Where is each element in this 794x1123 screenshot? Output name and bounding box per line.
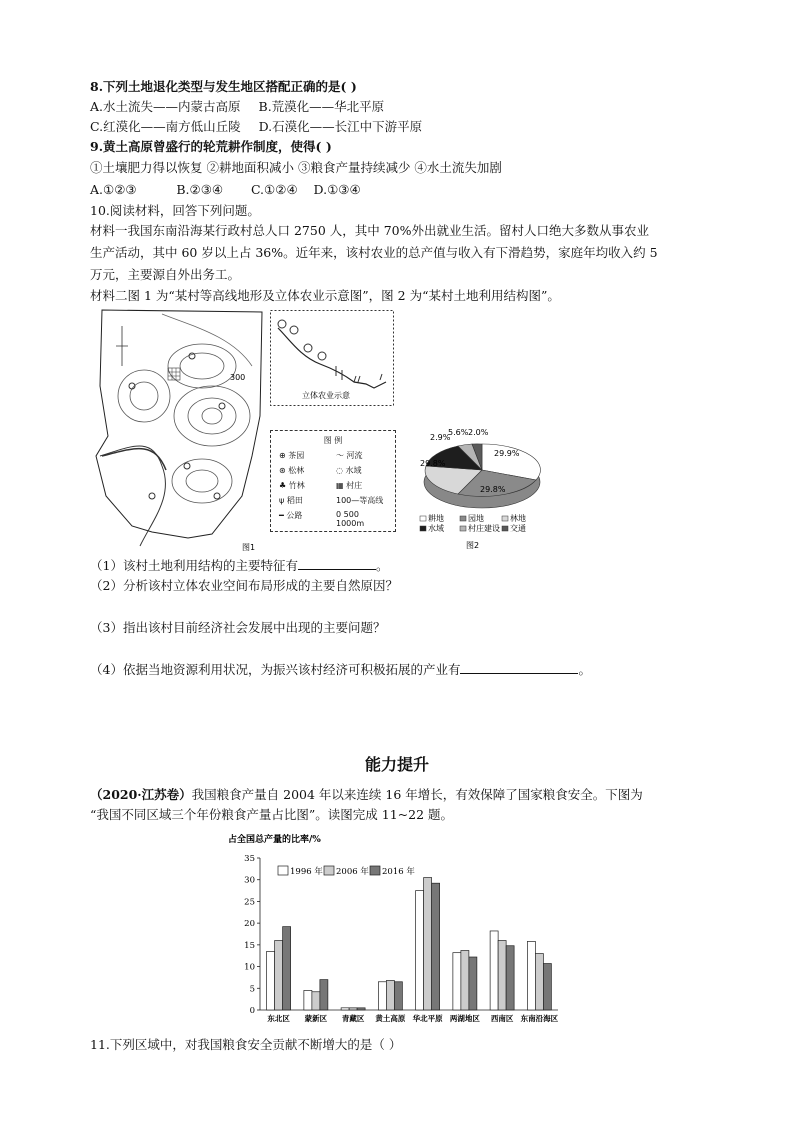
road-icon: ━ (279, 511, 287, 520)
q8-options-ab (90, 98, 384, 116)
legend-label: 2006 年 (336, 867, 369, 877)
x-tick-label: 东北区 (267, 1014, 290, 1023)
legend-road: ━ 公路 (279, 511, 303, 520)
river-icon: 〜 (336, 451, 347, 460)
figure1-inset-terraced-agriculture (270, 310, 394, 406)
bar (543, 964, 551, 1010)
x-tick-label: 西南区 (490, 1014, 514, 1023)
q9-stem: 9.黄土高原曾盛行的轮荒耕作制度，使得( ) (90, 139, 332, 154)
paddy-icon: ψ (279, 496, 287, 505)
legend-pine-forest: ⊛ 松林 (279, 466, 305, 475)
y-tick-label: 35 (244, 854, 255, 864)
bar (304, 990, 312, 1010)
q10-material1-line1: 材料一我国东南沿海某行政村总人口 2750 人，其中 70%外出就业生活。留村人口绝大多数从事农业 (90, 223, 650, 238)
q8-option-a: A.水土流失——内蒙古高原 (90, 99, 241, 114)
q8-option-b: B.荒漠化——华北平原 (258, 99, 385, 114)
bar (461, 951, 469, 1010)
q8-option-c: C.红漠化——南方低山丘陵 (90, 119, 241, 134)
pie-legend-2: 林地 (510, 514, 526, 523)
q8-stem: 8.下列土地退化类型与发生地区搭配正确的是( ) (90, 79, 357, 94)
bar (283, 927, 291, 1010)
bar (275, 941, 283, 1010)
y-tick-label: 10 (244, 962, 255, 973)
pie-legend-0: 耕地 (428, 514, 444, 523)
scale-bar: 0 500 1000m (336, 510, 365, 528)
bar (498, 941, 506, 1010)
x-tick-label: 黄土高原 (375, 1014, 406, 1023)
pie-label-2: 29.8% (420, 459, 446, 468)
legend-title: 图 例 (323, 436, 343, 445)
bar (424, 878, 432, 1010)
legend-tea-garden: ⊕ 茶园 (279, 451, 305, 460)
y-tick-label: 15 (244, 940, 255, 951)
grain-share-bar-chart (228, 830, 568, 1030)
q10-stem: 10.阅读材料，回答下列问题。 (90, 203, 260, 218)
bar (357, 1008, 365, 1010)
bar (527, 941, 535, 1010)
q10-sub2: （2）分析该村立体农业空间布局形成的主要自然原因？ (90, 578, 398, 593)
bar (490, 931, 498, 1010)
legend-contour: 100—等高线 (336, 496, 384, 505)
y-tick-label: 0 (249, 1006, 255, 1016)
legend-bamboo: ♣ 竹林 (279, 481, 305, 490)
village-icon: ▦ (336, 481, 347, 490)
intro-line2: “我国不同区域三个年份粮食产量占比图”。读图完成 11~22 题。 (90, 807, 454, 822)
figure1-contour-map (92, 306, 264, 554)
bar (469, 957, 477, 1010)
figure2-landuse-pie (418, 426, 548, 554)
legend-swatch (324, 866, 334, 875)
legend-river: 〜 河流 (336, 451, 363, 460)
bar (535, 954, 543, 1010)
pie-label-4: 5.6% (448, 428, 469, 437)
figure1-caption: 图1 (242, 543, 256, 552)
q10-material1-line2: 生产活动，其中 60 岁以上占 36%。近年来，该村农业的总产值与收入有下滑趋势，家庭年均收入约 5 (90, 245, 658, 260)
q8-option-d: D.石漠化——长江中下游平原 (258, 119, 423, 134)
inset-caption: 立体农业示意 (302, 391, 350, 400)
answer-blank-4[interactable] (460, 661, 578, 674)
pie-legend-4: 村庄建设 (468, 524, 500, 533)
pie-legend-3: 水域 (428, 524, 444, 533)
water-icon: ◌ (336, 466, 346, 475)
pie-legend-1: 园地 (468, 514, 484, 523)
x-tick-label: 华北平原 (412, 1014, 443, 1023)
bar (394, 982, 402, 1010)
legend-swatch (370, 866, 380, 875)
x-tick-label: 东南沿海区 (520, 1014, 559, 1023)
intro-line1: （2020·江苏卷）我国粮食产量自 2004 年以来连续 16 年增长，有效保障了国家粮食安全。下图为 (90, 787, 643, 802)
legend-label: 2016 年 (382, 867, 415, 877)
q9-statements: ①土壤肥力得以恢复 ②耕地面积减小 ③粮食产量持续减少 ④水土流失加剧 (90, 160, 502, 175)
bar (453, 953, 461, 1010)
bar (267, 951, 275, 1010)
bar (416, 891, 424, 1010)
q10-material2: 材料二图 1 为“某村等高线地形及立体农业示意图”，图 2 为“某村土地利用结构图”。 (90, 288, 560, 303)
y-tick-label: 25 (244, 897, 255, 908)
section-title: 能力提升 (364, 755, 429, 774)
bar (312, 992, 320, 1010)
y-tick-label: 30 (244, 875, 255, 886)
figure2-caption: 图2 (466, 541, 480, 550)
legend-village: ▦ 村庄 (336, 481, 363, 490)
q10-sub4: （4）依据当地资源利用状况，为振兴该村经济可积极拓展的产业有 。 (90, 662, 591, 677)
answer-blank-1[interactable] (298, 557, 376, 570)
y-axis-title: 占全国总产量的比率/% (228, 835, 321, 845)
pie-label-0: 29.9% (494, 449, 520, 458)
legend-label: 1996 年 (290, 867, 323, 877)
pine-icon: ⊛ (279, 466, 289, 475)
bar (386, 980, 394, 1010)
legend-paddy: ψ 稻田 (279, 496, 303, 505)
q9-choices: A.①②③ B.②③④ C.①②④ D.①③④ (90, 182, 361, 197)
figure1-legend (270, 430, 396, 532)
bar (378, 982, 386, 1010)
q11-stem: 11.下列区域中，对我国粮食安全贡献不断增大的是（ ） (90, 1037, 402, 1052)
bar (506, 946, 514, 1010)
x-tick-label: 青藏区 (341, 1014, 365, 1023)
q10-sub3: （3）指出该村目前经济社会发展中出现的主要问题？ (90, 620, 386, 635)
bar (320, 980, 328, 1010)
x-tick-label: 蒙新区 (304, 1014, 328, 1023)
legend-water: ◌ 水域 (336, 466, 362, 475)
q10-sub1: （1）该村土地利用结构的主要特征有 。 (90, 558, 389, 573)
legend-swatch (278, 866, 288, 875)
pie-label-3: 2.9% (430, 433, 451, 442)
y-tick-label: 5 (249, 984, 255, 995)
contour-label-300: 300 (230, 373, 246, 382)
bar (341, 1008, 349, 1010)
q10-material1-line3: 万元，主要源自外出务工。 (90, 267, 241, 282)
q8-options-cd (90, 118, 422, 136)
pie-label-1: 29.8% (480, 485, 506, 494)
bar (349, 1008, 357, 1010)
x-tick-label: 两湖地区 (449, 1014, 480, 1023)
pie-label-5: 2.0% (468, 428, 489, 437)
tea-garden-icon: ⊕ (279, 451, 289, 460)
y-tick-label: 20 (244, 919, 255, 930)
bamboo-icon: ♣ (279, 481, 289, 490)
bar (432, 883, 440, 1010)
pie-legend-5: 交通 (510, 524, 526, 533)
